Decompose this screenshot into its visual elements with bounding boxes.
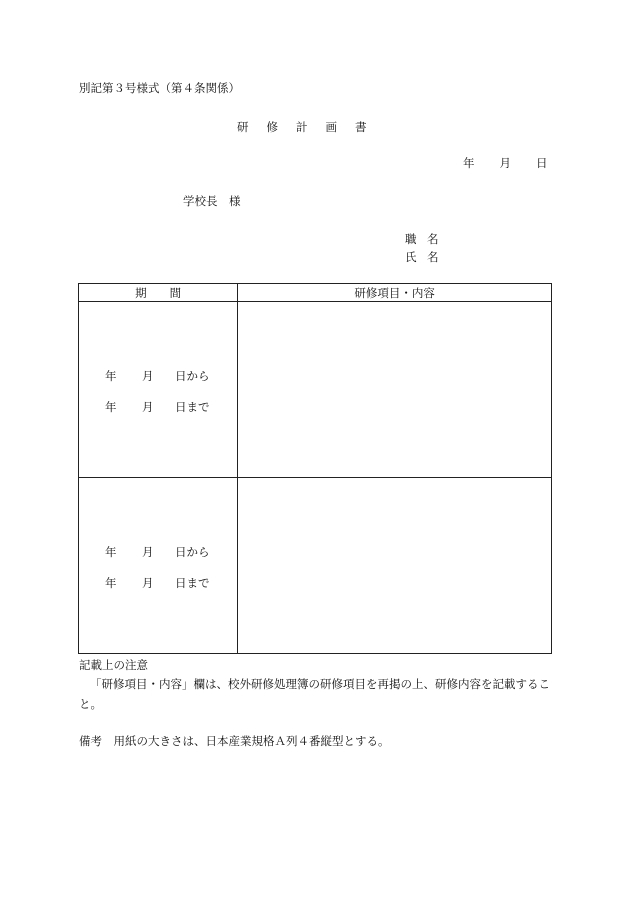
- period-to-line: [105, 575, 210, 591]
- period-column-header: 期 間: [79, 284, 238, 302]
- to-year-label: 年: [105, 576, 117, 590]
- from-year-label: 年: [105, 545, 117, 559]
- document-title: 研修計画書: [237, 120, 385, 134]
- content-column-header: 研修項目・内容: [238, 284, 552, 302]
- from-month-label: 月: [142, 369, 154, 383]
- addressee: 学校長 様: [183, 194, 241, 208]
- period-cell[interactable]: [79, 478, 238, 654]
- content-cell[interactable]: [238, 302, 552, 478]
- period-from-line: [105, 368, 210, 384]
- name-label-char-2: 名: [427, 250, 439, 264]
- to-month-label: 月: [142, 576, 154, 590]
- applicant-name-label: [405, 249, 439, 265]
- from-year-label: 年: [105, 369, 117, 383]
- from-day-label: 日から: [175, 369, 210, 383]
- table-row: [79, 478, 552, 654]
- post-label-char-1: 職: [405, 232, 417, 246]
- period-to-line: [105, 399, 210, 415]
- from-day-label: 日から: [175, 545, 210, 559]
- notes-body: 「研修項目・内容」欄は、校外研修処理簿の研修項目を再掲の上、研修内容を記載すること。: [79, 677, 550, 711]
- training-plan-table: [78, 283, 552, 654]
- table-row: [79, 302, 552, 478]
- notes-title: 記載上の注意: [79, 658, 148, 672]
- post-label-char-2: 名: [427, 232, 439, 246]
- form-number: 別記第３号様式（第４条関係）: [79, 81, 240, 95]
- from-month-label: 月: [142, 545, 154, 559]
- applicant-post-label: [405, 231, 439, 247]
- submission-date: [463, 155, 548, 171]
- period-cell[interactable]: [79, 302, 238, 478]
- content-cell[interactable]: [238, 478, 552, 654]
- date-day-label: 日: [536, 156, 548, 170]
- to-day-label: 日まで: [175, 400, 210, 414]
- table-header-row: [79, 284, 552, 302]
- remarks: 備考 用紙の大きさは、日本産業規格Ａ列４番縦型とする。: [79, 734, 390, 748]
- to-month-label: 月: [142, 400, 154, 414]
- date-month-label: 月: [499, 156, 511, 170]
- period-from-line: [105, 544, 210, 560]
- to-year-label: 年: [105, 400, 117, 414]
- date-year-label: 年: [463, 156, 475, 170]
- to-day-label: 日まで: [175, 576, 210, 590]
- name-label-char-1: 氏: [405, 250, 417, 264]
